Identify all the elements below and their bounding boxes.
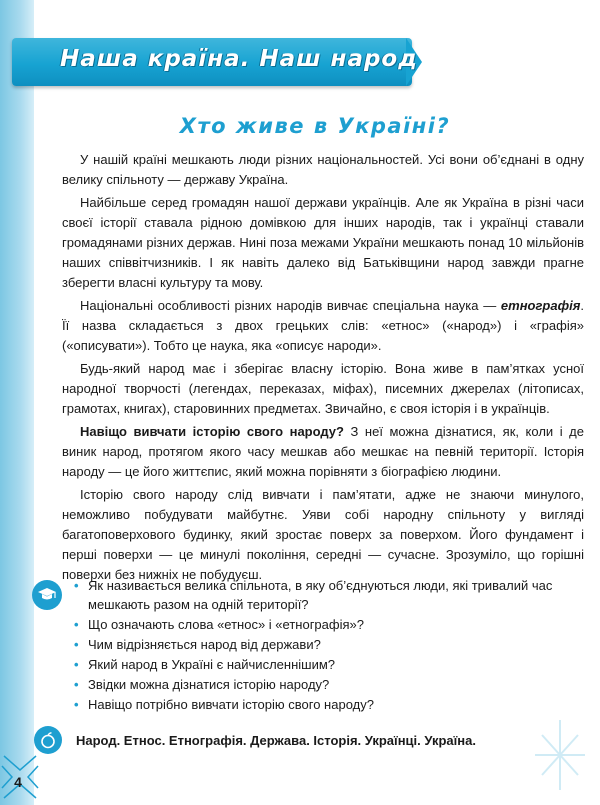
term-ethnography: етнографія bbox=[500, 298, 581, 313]
question-item: • Чим відрізняється народ від держави? bbox=[74, 635, 584, 654]
apple-icon bbox=[34, 726, 62, 754]
question-item: • Звідки можна дізнатися історію народу? bbox=[74, 675, 584, 694]
paragraph-5-end: З неї можна дізнатися, як, коли і де виник народ, протягом якого часу мешкав або мешкає на певній території. Історія народу — це його життєпис, який можна порівняти з біографією людини. bbox=[62, 424, 584, 479]
snowflake-decoration bbox=[530, 715, 590, 795]
question-item: • Що означають слова «етнос» і «етнографія»? bbox=[74, 615, 584, 634]
questions-list bbox=[74, 576, 584, 715]
paragraph-4: Будь-який народ має і зберігає власну історію. Вона живе в пам’ятках усної народної творчості (легендах, переказах, міфах), писемних джерелах (літописах, грамотах, книгах), старовинних предметах. Звичайно, є своя історія і в українців. bbox=[62, 361, 584, 416]
paragraph-3 bbox=[62, 296, 584, 356]
body-text bbox=[62, 150, 584, 588]
question-item: • Як називається велика спільнота, в яку об’єднуються люди, які тривалий час мешкають разом на одній території? bbox=[74, 576, 584, 614]
page-number: 4 bbox=[14, 774, 22, 790]
section-heading: Хто живе в Україні? bbox=[179, 114, 451, 138]
paragraph-5 bbox=[62, 422, 584, 482]
paragraph-3-end: . Її назва складається з двох грецьких слів: «етнос» («народ») і «графія» («описувати»). Тобто це наука, яка «описує народи». bbox=[62, 298, 584, 353]
paragraph-2: Найбільше серед громадян нашої держави українців. Але як Україна в різні часи своєї історії ставала рідною домівкою для інших народів, так і українці ставали громадянами різних держав. Нині поза межами України мешкають понад 10 мільйонів наших співвітчизників. І як навіть далеко від Батьківщини народ завжди прагне зберегти власні культуру та мову. bbox=[62, 195, 584, 290]
keywords-line: Народ. Етнос. Етнографія. Держава. Історія. Українці. Україна. bbox=[76, 733, 476, 748]
graduation-cap-icon bbox=[32, 580, 62, 610]
paragraph-5-question: Навіщо вивчати історію свого народу? bbox=[80, 424, 344, 439]
paragraph-3-start: Національні особливості різних народів вивчає спеціальна наука — bbox=[80, 298, 501, 313]
paragraph-1: У нашій країні мешкають люди різних національностей. Усі вони об’єднані в одну велику спільноту — державу Україна. bbox=[62, 152, 584, 187]
question-item: • Який народ в Україні є найчисленнішим? bbox=[74, 655, 584, 674]
question-item: • Навіщо потрібно вивчати історію свого народу? bbox=[74, 695, 584, 714]
paragraph-6: Історію свого народу слід вивчати і пам’ятати, адже не знаючи минулого, неможливо побудувати майбутнє. Уяви собі народну спільноту у вигляді багатоповерхового будинку, який зростає поверх за поверхом. Його фундамент і перші поверхи — це минулі покоління, середні — сучасне. Зрозуміло, що горішні поверхи без нижніх не побудуєш. bbox=[62, 487, 584, 582]
banner-title: Наша країна. Наш народ bbox=[60, 46, 418, 72]
